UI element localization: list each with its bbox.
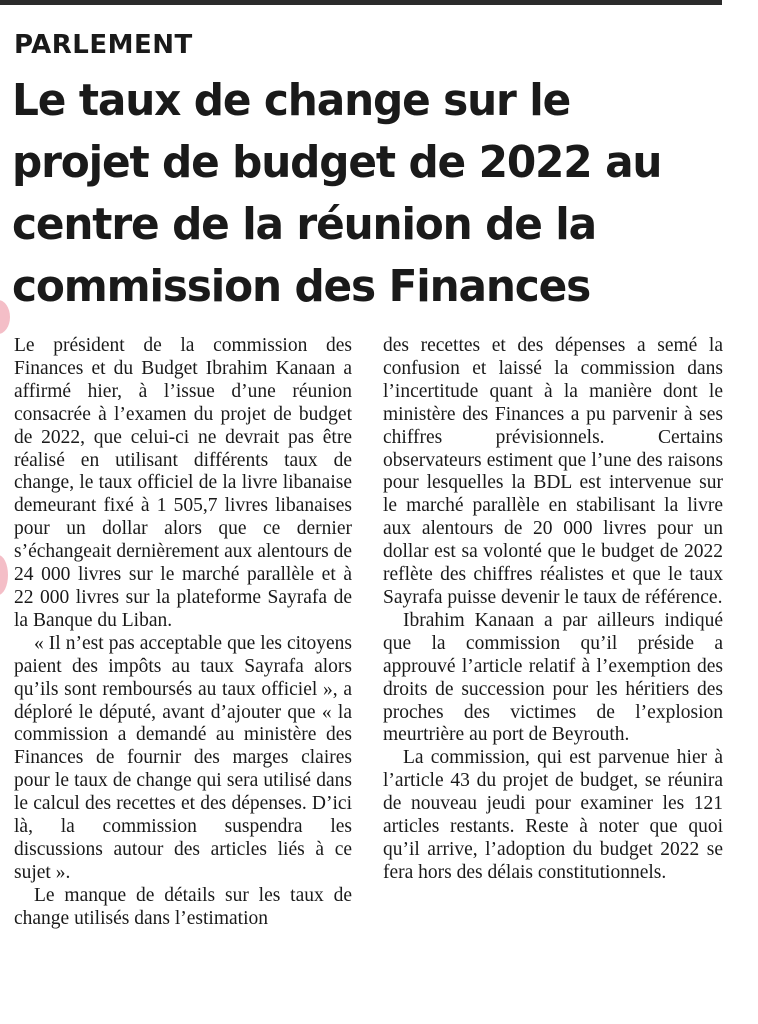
paragraph: Ibrahim Kanaan a par ailleurs indiqué que la commission qu’il préside a approuvé l’article relatif à l’exemption des droits de succession pour les héritiers des proches des victimes de l’explosion meurtrière au port de Beyrouth.: [383, 609, 723, 746]
paragraph: « Il n’est pas acceptable que les citoyens paient des impôts au taux Sayrafa alors qu’ils sont remboursés au taux officiel », a déploré le député, avant d’ajouter que « la commission a demandé au ministère des Finances de fournir des marges claires pour le taux de change qui sera utilisé dans le calcul des recettes et des dépenses. D’ici là, la commission suspendra les discussions autour des articles liés à ce sujet ».: [14, 632, 352, 883]
paragraph: Le président de la commission des Finances et du Budget Ibrahim Kanaan a affirmé hier, à l’issue d’une réunion consacrée à l’examen du projet de budget de 2022, que celui-ci ne devrait pas être réalisé en utilisant différents taux de change, le taux officiel de la livre libanaise demeurant fixé à 1 505,7 livres libanaises pour un dollar alors que ce dernier s’échangeait dernièrement aux alentours de 24 000 livres sur le marché parallèle et à 22 000 livres sur la plateforme Sayrafa de la Banque du Liban.: [14, 335, 352, 631]
top-rule: [0, 0, 722, 5]
section-kicker: PARLEMENT: [14, 30, 193, 60]
red-stamp-mark: [0, 300, 10, 334]
article-column-right: [383, 335, 723, 885]
paragraph: Le manque de détails sur les taux de change utilisés dans l’estimation: [14, 884, 352, 929]
article-headline: Le taux de change sur le projet de budget de 2022 au centre de la réunion de la commission des Finances: [12, 75, 662, 312]
red-stamp-mark-lower: [0, 555, 8, 595]
article-column-left: [14, 335, 352, 931]
paragraph: La commission, qui est parvenue hier à l’article 43 du projet de budget, se réunira de nouveau jeudi pour examiner les 121 articles restants. Reste à noter que quoi qu’il arrive, l’adoption du budget 2022 se fera hors des délais constitutionnels.: [383, 747, 723, 883]
paragraph: des recettes et des dépenses a semé la confusion et laissé la commission dans l’incertitude quant à la manière dont le ministère des Finances a pu parvenir à ses chiffres prévisionnels. Certains observateurs estiment que l’une des raisons pour lesquelles la BDL est intervenue sur le marché parallèle en stabilisant la livre aux alentours de 20 000 livres pour un dollar est sa volonté que le budget de 2022 reflète des chiffres réalistes et que le taux Sayrafa puisse devenir le taux de référence.: [383, 335, 723, 608]
